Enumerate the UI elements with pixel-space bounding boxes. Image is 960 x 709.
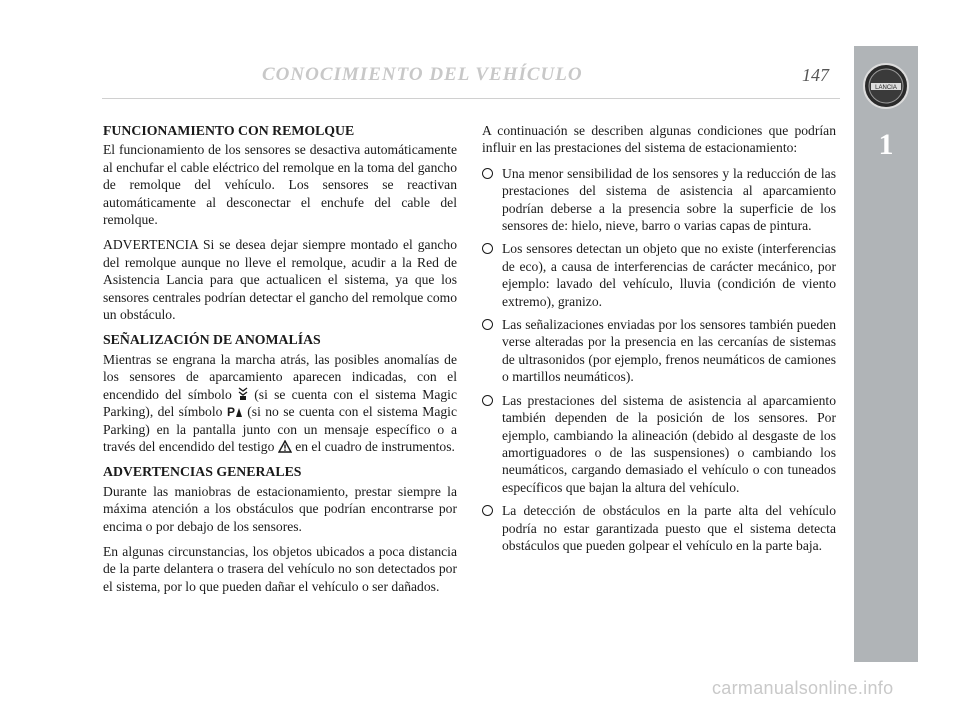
anomaly-text-part: Mientras se engrana la marcha atrás, las posibles anomalías de los sensores de aparcamiento aparecen indicadas, con el encendido del símbolo [103,351,457,402]
svg-text:P: P [226,405,235,419]
right-column [482,122,836,560]
chapter-number: 1 [878,128,894,161]
list-item [482,502,836,554]
bullet-circle-icon [482,505,493,516]
bullet-circle-icon [482,395,493,406]
parking-sensor-icon [238,387,248,401]
paragraph: En algunas circunstancias, los objetos ubicados a poca distancia de la parte delantera o trasera del vehículo no son detectados por el sistema, por lo que pueden dañar el vehículo o ser dañados. [103,543,457,594]
bullet-circle-icon [482,168,493,179]
lancia-logo-icon [862,62,910,110]
list-item-text: Los sensores detectan un objeto que no existe (interferencias de eco), a causa de interferencias de carácter mecánico, por ejemplo: lavado del vehículo, lluvia (condición de viento extremo), granizo. [502,241,836,309]
list-item-text: La detección de obstáculos en la parte alta del vehículo podría no estar garantizada puesto que el sistema detecta obstáculos que pueden golpear el vehículo en la parte baja. [502,503,836,553]
section-anomalies [103,331,457,455]
paragraph: El funcionamiento de los sensores se desactiva automáticamente al enchufar el cable eléctrico del remolque en la toma del gancho de remolque del vehículo. Los sensores se reactivan automáticamente al desconectar el enchufe del cable del remolque. [103,142,457,228]
list-item [482,392,836,496]
section-trailer [103,122,457,323]
intro-paragraph: A continuación se describen algunas condiciones que podrían influir en las prestaciones del sistema de estacionamiento: [482,123,836,156]
logo-text: LANCIA [875,85,897,91]
parking-sensor-failure-icon [227,405,243,418]
header-divider [102,98,840,99]
list-item [482,240,836,310]
anomaly-text-part: (si no se cuenta con el sistema Magic Parking) en la pantalla junto con un mensaje específico o a través del encendido del testigo [103,404,457,454]
paragraph: Durante las maniobras de estacionamiento, prestar siempre la máxima atención a los obstáculos que podrían encontrarse por encima o por debajo de los sensores. [103,483,457,534]
section-general-warnings [103,463,457,595]
section-heading-general-warnings: ADVERTENCIAS GENERALES [103,464,302,480]
anomaly-paragraph [103,351,457,455]
section-heading-trailer: FUNCIONAMIENTO CON REMOLQUE [103,123,355,138]
list-item-text: Las señalizaciones enviadas por los sensores también pueden verse alteradas por la presencia en las cercanías de sistemas de ultrasonidos (por ejemplo, frenos neumáticos de camiones o martillos neumáticos). [502,317,836,385]
list-item-text: Las prestaciones del sistema de asistencia al aparcamiento también dependen de la posición de los sensores. Por ejemplo, cambiando la alineación (debido al desgaste de los amortiguadores o de las suspensiones) o cambiando los neumáticos, cargando demasiado el vehículo o con tuneados específicos que bajan la altura del vehículo. [502,392,836,495]
section-heading-anomalies: SEÑALIZACIÓN DE ANOMALÍAS [103,332,321,348]
anomaly-text-part: (si se cuenta con el sistema Magic Parking), del símbolo [103,386,457,420]
list-item-text: Una menor sensibilidad de los sensores y la reducción de las prestaciones del sistema de asistencia al aparcamiento podrían deberse a la presencia sobre la superficie de los sensores de: hielo, nieve, barro o varias capas de pintura. [502,165,836,234]
bullet-circle-icon [482,319,493,330]
list-item [482,165,836,235]
bullet-circle-icon [482,243,493,254]
left-column [103,122,457,603]
conditions-list [482,165,836,555]
page-header-title: CONOCIMIENTO DEL VEHÍCULO [262,64,583,85]
watermark: carmanualsonline.info [712,678,894,698]
anomaly-text-part: en el cuadro de instrumentos. [295,438,455,454]
paragraph: ADVERTENCIA Si se desea dejar siempre montado el gancho del remolque aunque no lleve el remolque, acudir a la Red de Asistencia Lancia para que actualicen el sistema, ya que los sensores centrales podrían detectar el gancho del remolque como un obstáculo. [103,237,457,323]
warning-triangle-icon [278,440,292,453]
list-item [482,316,836,386]
page-number: 147 [802,65,829,85]
